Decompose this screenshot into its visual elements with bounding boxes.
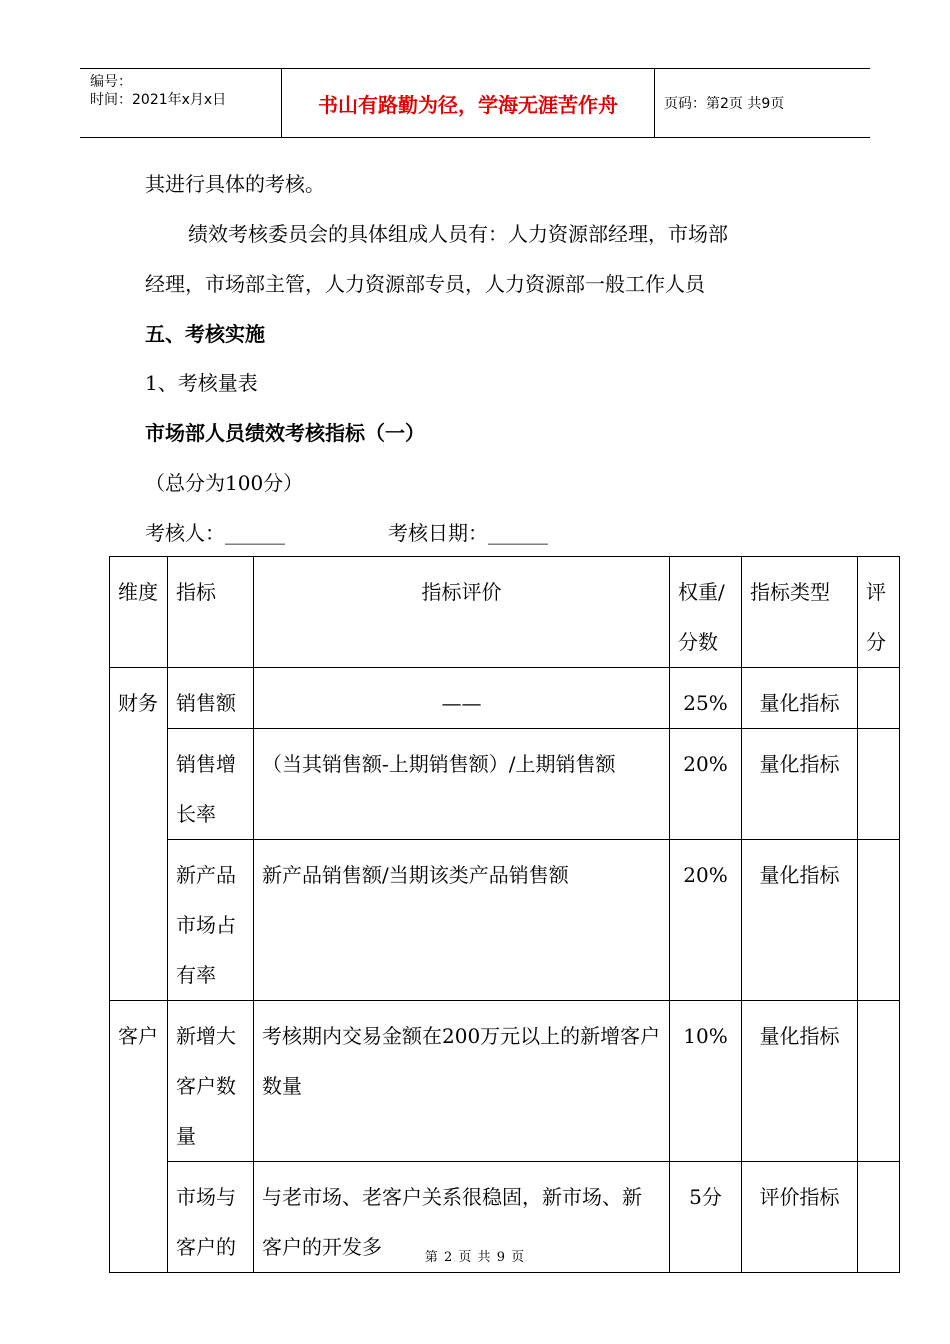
evaluation-cell: —— <box>254 668 670 729</box>
dimension-cell: 客户 <box>110 1001 168 1273</box>
body-line-3: 经理，市场部主管，人力资源部专员，人力资源部一般工作人员 <box>145 272 705 296</box>
weight-cell: 20% <box>670 729 742 840</box>
score-cell[interactable] <box>858 1001 900 1162</box>
type-cell: 评价指标 <box>742 1162 858 1273</box>
assess-date-field: 考核日期：______ <box>388 521 548 545</box>
header-indicator: 指标 <box>168 557 254 668</box>
table-header-row <box>110 557 900 668</box>
header-type: 指标类型 <box>742 557 858 668</box>
total-score-note: （总分为100分） <box>145 471 304 495</box>
weight-cell: 5分 <box>670 1162 742 1273</box>
type-cell: 量化指标 <box>742 840 858 1001</box>
table-row <box>110 668 900 729</box>
table-title: 市场部人员绩效考核指标（一） <box>145 421 425 445</box>
type-cell: 量化指标 <box>742 668 858 729</box>
weight-cell: 10% <box>670 1001 742 1162</box>
subsection-title: 1、考核量表 <box>145 371 258 395</box>
dimension-cell: 财务 <box>110 668 168 1001</box>
section-title: 五、考核实施 <box>145 322 265 346</box>
score-cell[interactable] <box>858 668 900 729</box>
indicator-cell: 新产品市场占有率 <box>168 840 254 1001</box>
weight-cell: 25% <box>670 668 742 729</box>
body-line-1: 其进行具体的考核。 <box>145 172 325 196</box>
page-header <box>80 68 870 138</box>
type-cell: 量化指标 <box>742 1001 858 1162</box>
evaluation-cell: （当其销售额-上期销售额）/上期销售额 <box>254 729 670 840</box>
page-footer: 第 2 页 共 9 页 <box>424 1250 526 1265</box>
assessor-field: 考核人：______ <box>145 521 285 545</box>
kpi-table <box>109 556 900 1273</box>
score-cell[interactable] <box>858 840 900 1001</box>
weight-cell: 20% <box>670 840 742 1001</box>
header-meta <box>80 69 282 137</box>
table-row <box>110 729 900 840</box>
header-motto: 书山有路勤为径，学海无涯苦作舟 <box>282 69 655 137</box>
header-time: 时间：2021年x月x日 <box>90 92 227 108</box>
evaluation-cell: 新产品销售额/当期该类产品销售额 <box>254 840 670 1001</box>
header-evaluation: 指标评价 <box>254 557 670 668</box>
indicator-cell: 销售额 <box>168 668 254 729</box>
header-page-info: 页码：第2页 共9页 <box>664 96 785 112</box>
table-row <box>110 1001 900 1162</box>
body-line-2: 绩效考核委员会的具体组成人员有：人力资源部经理，市场部 <box>188 222 728 246</box>
header-score: 评分 <box>858 557 900 668</box>
evaluation-cell: 与老市场、老客户关系很稳固，新市场、新客户的开发多 <box>254 1162 670 1273</box>
evaluation-cell: 考核期内交易金额在200万元以上的新增客户数量 <box>254 1001 670 1162</box>
header-weight: 权重/分数 <box>670 557 742 668</box>
table-row <box>110 840 900 1001</box>
header-dimension: 维度 <box>110 557 168 668</box>
score-cell[interactable] <box>858 729 900 840</box>
indicator-cell: 销售增长率 <box>168 729 254 840</box>
type-cell: 量化指标 <box>742 729 858 840</box>
header-number: 编号： <box>90 74 132 90</box>
indicator-cell: 市场与客户的 <box>168 1162 254 1273</box>
indicator-cell: 新增大客户数量 <box>168 1001 254 1162</box>
